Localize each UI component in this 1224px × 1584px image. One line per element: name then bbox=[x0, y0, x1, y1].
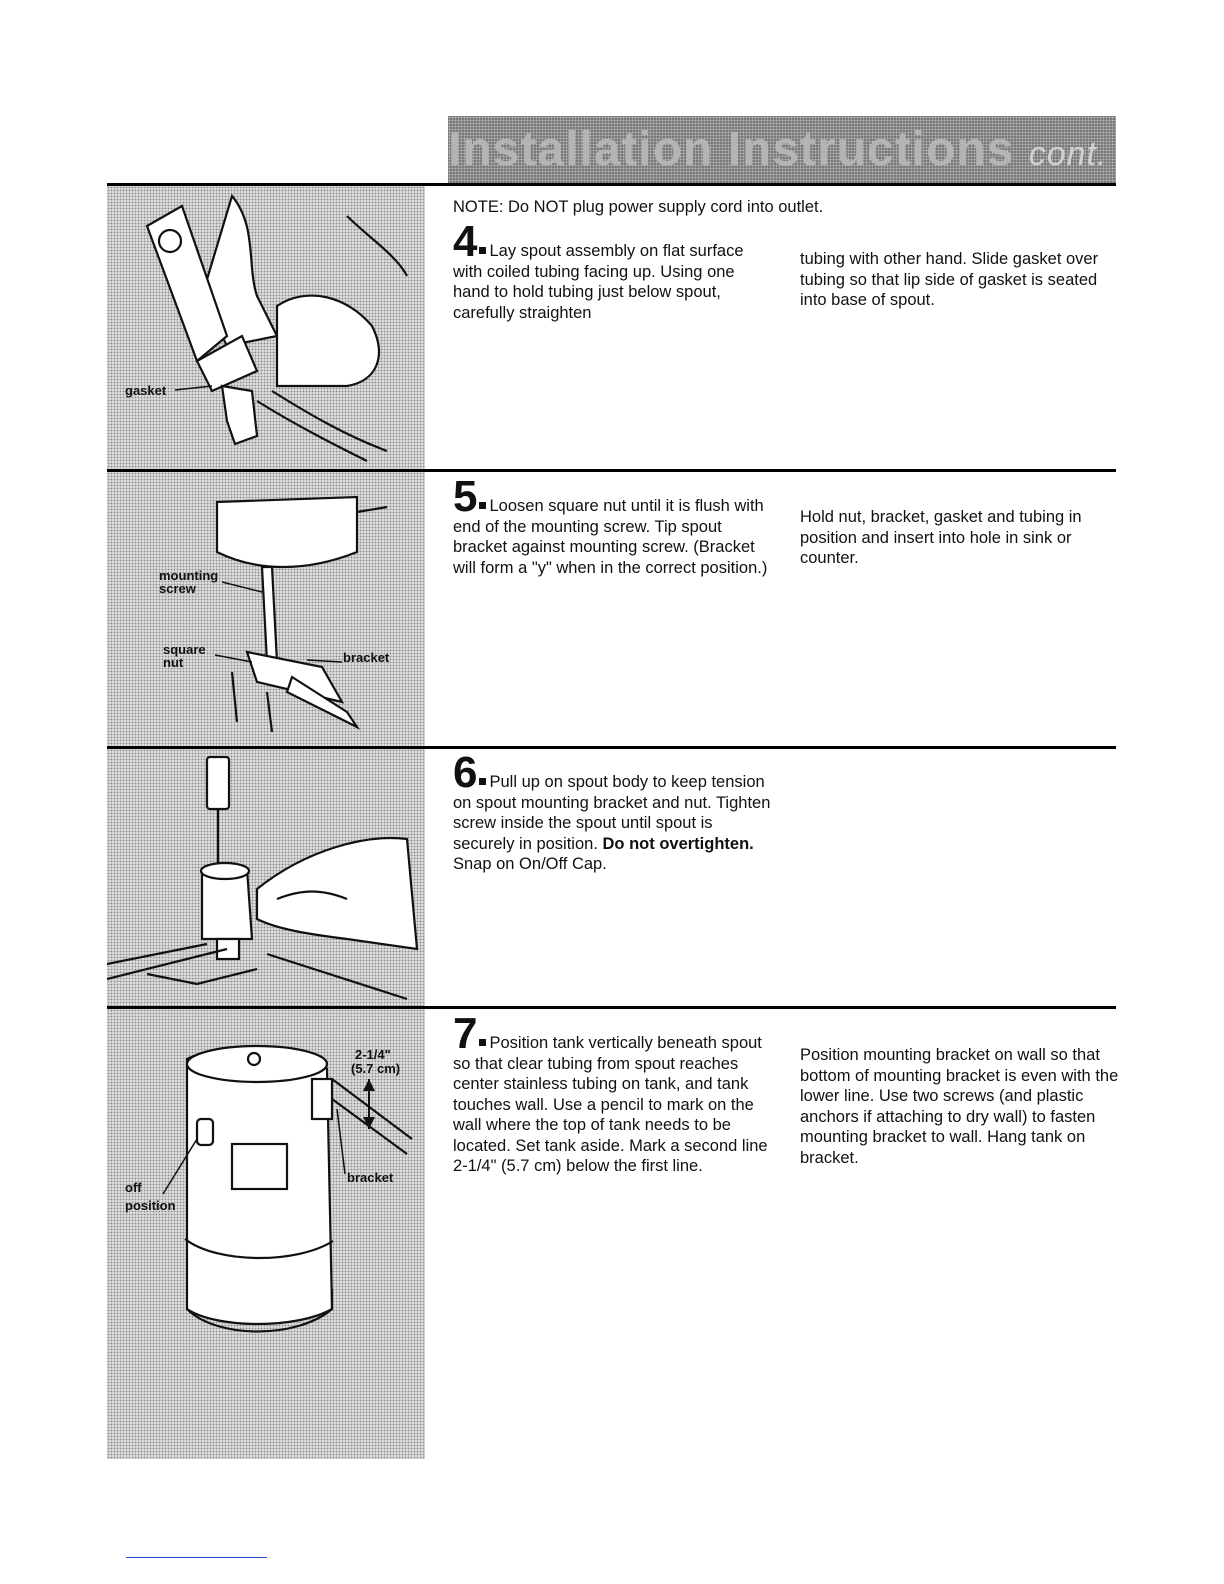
callout-bracket-tank: bracket bbox=[347, 1170, 394, 1185]
tank-mounting-illustration bbox=[107, 1009, 425, 1459]
step-4-col1: Lay spout assembly on flat surface with coiled tubing facing up. Using one hand to hold tubing just below spout, carefully straighten bbox=[453, 242, 744, 322]
illustration-step-5 bbox=[107, 472, 425, 746]
step-7-text bbox=[453, 1009, 773, 1177]
bullet-icon bbox=[479, 247, 486, 254]
callout-bracket: bracket bbox=[343, 650, 390, 665]
section-title bbox=[448, 122, 1116, 177]
section-title-cont: cont. bbox=[1028, 135, 1108, 173]
callout-nut: nut bbox=[163, 655, 184, 670]
step-4-number: 4 bbox=[453, 217, 478, 266]
illustration-step-6 bbox=[107, 749, 425, 1006]
step-4-col2: tubing with other hand. Slide gasket over tubing so that lip side of gasket is seated into base of spout. bbox=[800, 250, 1099, 309]
illustration-step-7 bbox=[107, 1009, 425, 1459]
footer-line bbox=[126, 1557, 267, 1558]
section-header-band bbox=[448, 116, 1116, 186]
step-5-col1: Loosen square nut until it is flush with end of the mounting screw. Tip spout bracket against mounting screw. (Bracket will form a "y" when in the correct position.) bbox=[453, 497, 768, 577]
spout-gasket-illustration bbox=[107, 186, 425, 469]
step-5-col2: Hold nut, bracket, gasket and tubing in position and insert into hole in sink or counter. bbox=[800, 508, 1082, 567]
screwdriver-tighten-illustration bbox=[107, 749, 425, 1006]
callout-screw: screw bbox=[159, 581, 196, 596]
step-4-text bbox=[453, 217, 773, 323]
step-7-col1: Position tank vertically beneath spout so that clear tubing from spout reaches center stainless tubing on tank, and tank touches wall. Use a pencil to mark on the wall where the top of tank needs to be located. Set tank aside. Mark a second line 2-1/4" (5.7 cm) below the first line. bbox=[453, 1034, 768, 1175]
bracket-mounting-illustration bbox=[107, 472, 425, 746]
callout-off: off bbox=[125, 1180, 142, 1195]
step-7-col2: Position mounting bracket on wall so that bottom of mounting bracket is even with the lower line. Use two screws (and plastic anchors if attaching to dry wall) to fasten mounting bracket to wall. Hang tank on bracket. bbox=[800, 1046, 1119, 1167]
step-6-col1-a: Pull up on spout body to keep tension on spout mounting bracket and nut. Tighten screw inside the spout until spout is securely in position. bbox=[453, 773, 771, 853]
step-7-number: 7 bbox=[453, 1009, 478, 1058]
bullet-icon bbox=[479, 778, 486, 785]
illustration-step-4 bbox=[107, 186, 425, 469]
step-6-text bbox=[453, 748, 773, 875]
step-5-text bbox=[453, 472, 773, 578]
step-6-number: 6 bbox=[453, 748, 478, 797]
callout-dim-cm: (5.7 cm) bbox=[351, 1061, 401, 1076]
step-6-col1-b: Snap on On/Off Cap. bbox=[453, 855, 607, 873]
section-title-text: Installation Instructions bbox=[448, 123, 1015, 176]
callout-dim-inches: 2-1/4" bbox=[355, 1047, 391, 1062]
step-6-warning: Do not overtighten. bbox=[602, 834, 754, 853]
callout-square: square bbox=[163, 642, 206, 657]
callout-gasket: gasket bbox=[125, 383, 167, 398]
step-5-number: 5 bbox=[453, 472, 478, 521]
callout-mounting: mounting bbox=[159, 568, 219, 583]
bullet-icon bbox=[479, 502, 486, 509]
bullet-icon bbox=[479, 1039, 486, 1046]
callout-position: position bbox=[125, 1198, 176, 1213]
power-cord-note: NOTE: Do NOT plug power supply cord into outlet. bbox=[453, 198, 824, 216]
